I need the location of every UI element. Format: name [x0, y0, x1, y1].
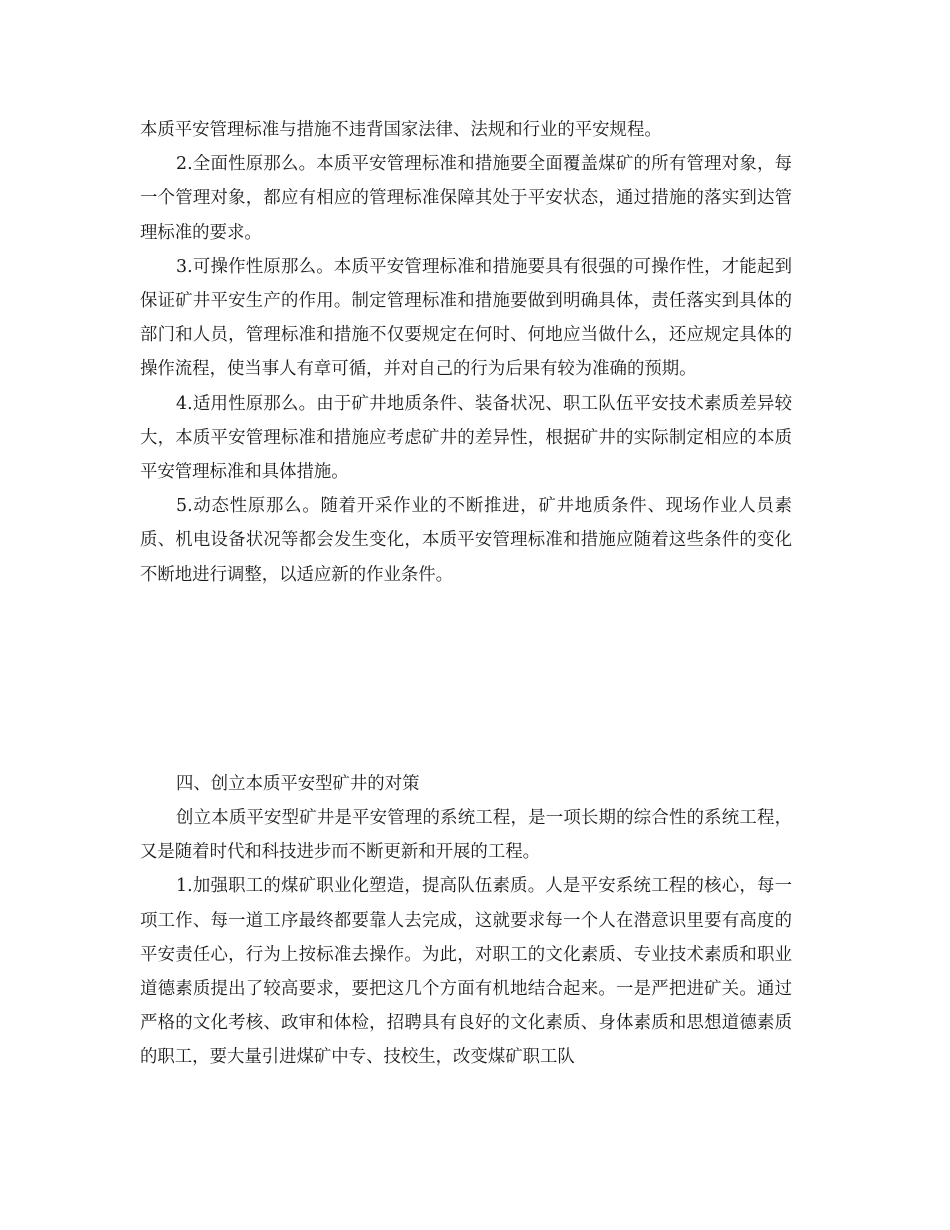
- section-three-body: [140, 113, 792, 592]
- section-four-body: [140, 801, 792, 1075]
- paragraph-principle-5: 5.动态性原那么。随着开采作业的不断推进，矿井地质条件、现场作业人员素质、机电设备状况等都会发生变化，本质平安管理标准和措施应随着这些条件的变化不断地进行调整，以适应新的作业条件。: [140, 496, 792, 585]
- section-four-heading: 四、创立本质平安型矿井的对策: [176, 774, 420, 794]
- paragraph-principle-3: 3.可操作性原那么。本质平安管理标准和措施要具有很强的可操作性，才能起到保证矿井平安生产的作用。制定管理标准和措施要做到明确具体，责任落实到具体的部门和人员，管理标准和措施不仅要规定在何时、何地应当做什么，还应规定具体的操作流程，使当事人有章可循，并对自己的行为后果有较为准确的预期。: [140, 256, 792, 380]
- paragraph-measure-1: 1.加强职工的煤矿职业化塑造，提高队伍素质。人是平安系统工程的核心，每一项工作、每一道工序最终都要靠人去完成，这就要求每一个人在潜意识里要有高度的平安责任心，行为上按标准去操作。为此，对职工的文化素质、专业技术素质和职业道德素质提出了较高要求，要把这几个方面有机地结合起来。一是严把进矿关。通过严格的文化考核、政审和体检，招聘具有良好的文化素质、身体素质和思想道德素质的职工，要大量引进煤矿中专、技校生，改变煤矿职工队: [140, 876, 792, 1068]
- paragraph-principle-4: 4.适用性原那么。由于矿井地质条件、装备状况、职工队伍平安技术素质差异较大，本质平安管理标准和措施应考虑矿井的差异性，根据矿井的实际制定相应的本质平安管理标准和具体措施。: [140, 393, 792, 483]
- paragraph-intro: 创立本质平安型矿井是平安管理的系统工程，是一项长期的综合性的系统工程，又是随着时代和科技进步而不断更新和开展的工程。: [140, 808, 792, 863]
- paragraph-continuation: 本质平安管理标准与措施不违背国家法律、法规和行业的平安规程。: [140, 120, 662, 140]
- paragraph-principle-2: 2.全面性原那么。本质平安管理标准和措施要全面覆盖煤矿的所有管理对象，每一个管理对象，都应有相应的管理标准保障其处于平安状态，通过措施的落实到达管理标准的要求。: [140, 154, 792, 243]
